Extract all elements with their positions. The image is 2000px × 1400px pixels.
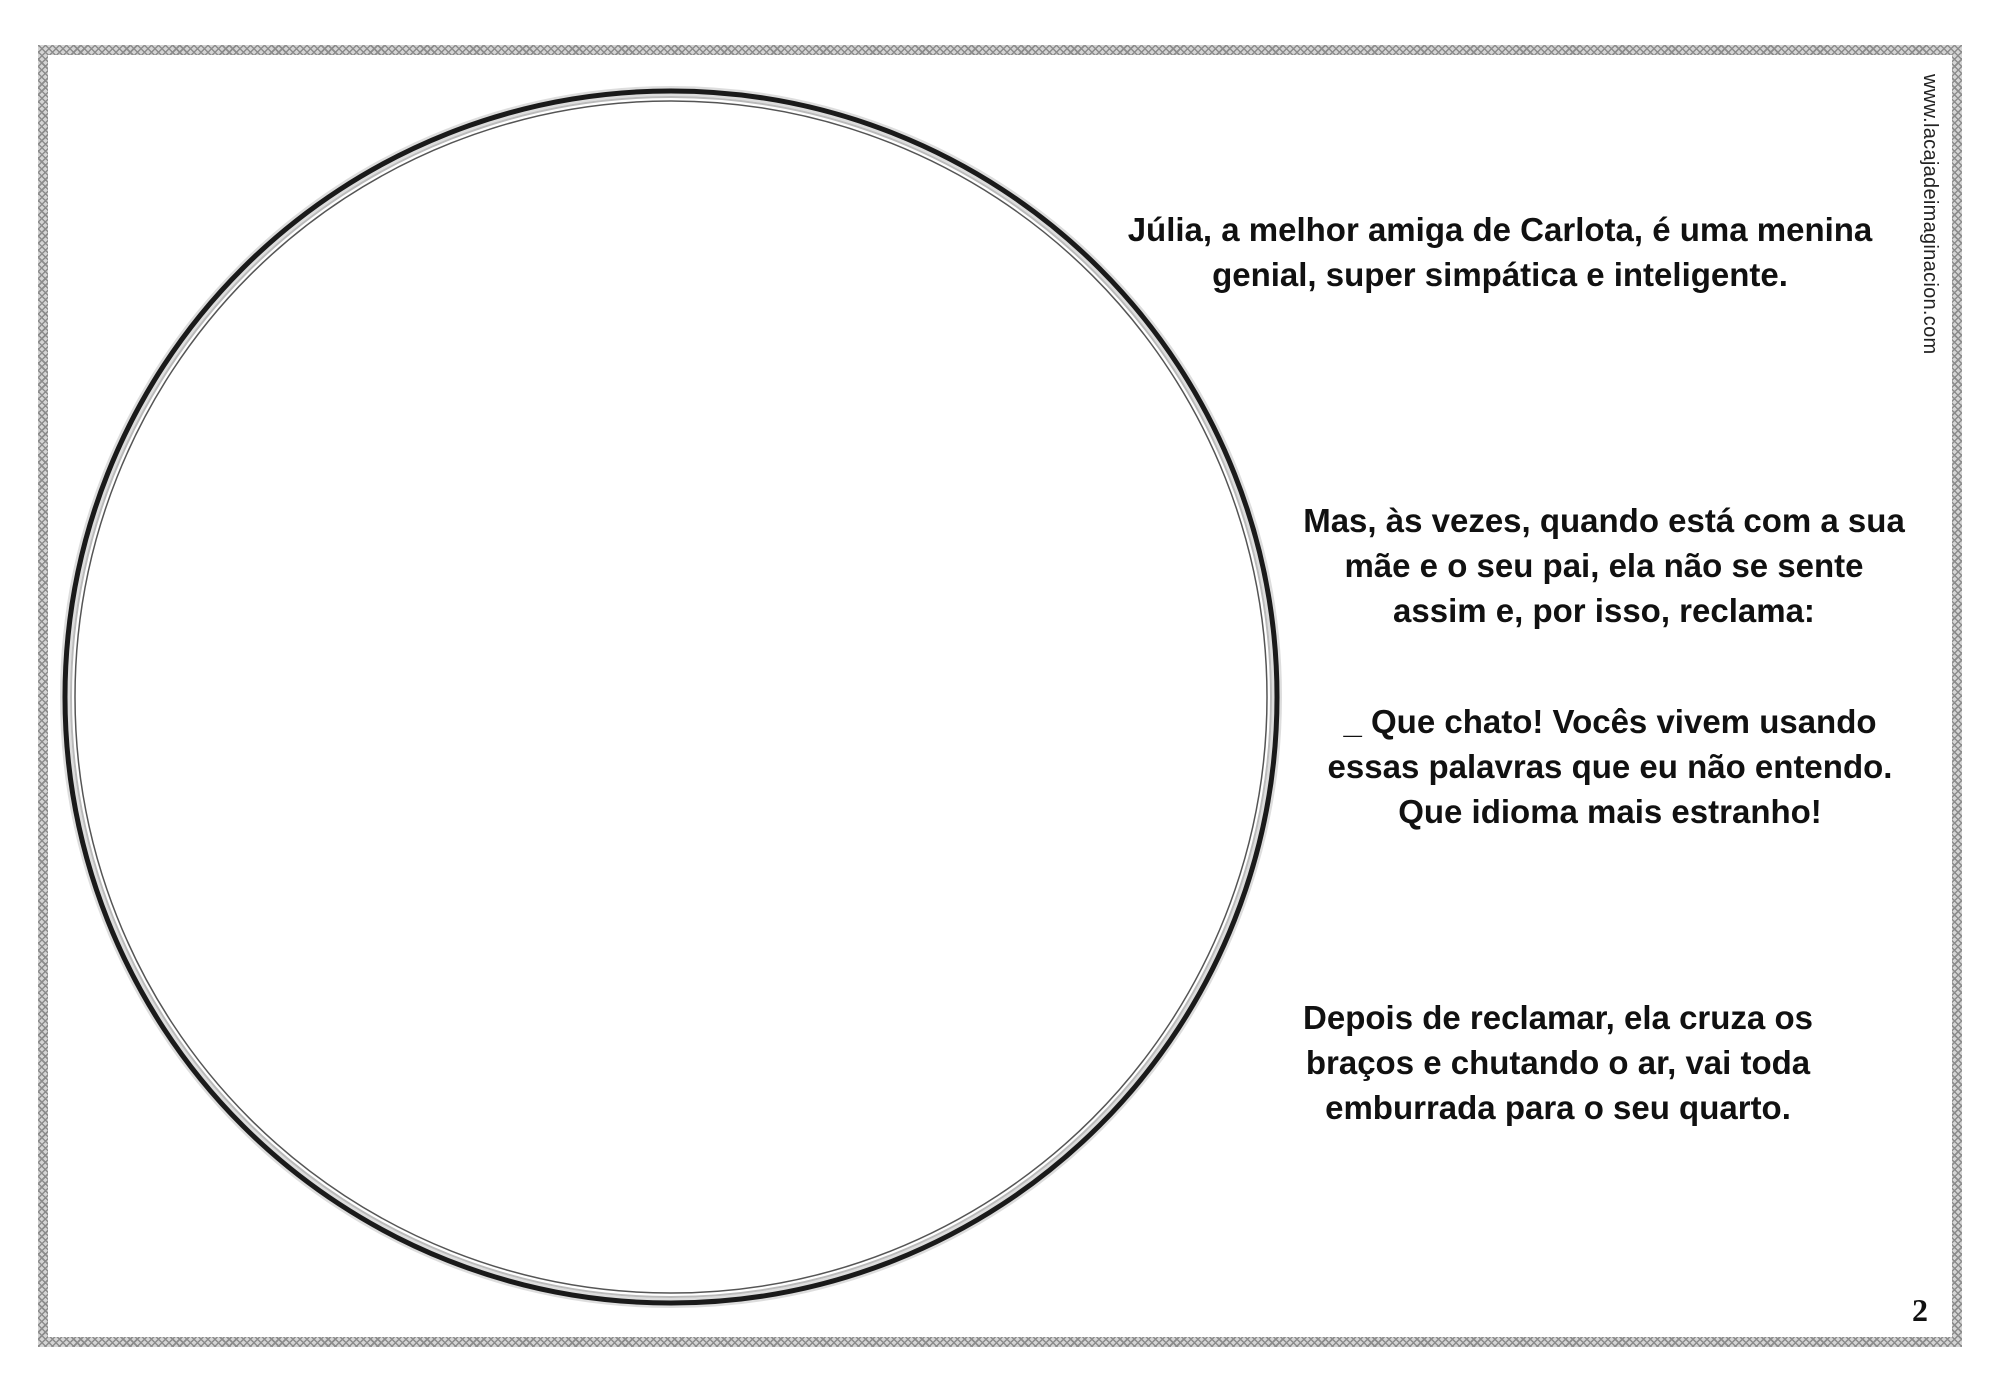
story-line: Que idioma mais estranho!	[1398, 793, 1822, 830]
site-url-watermark: www.lacajadeimaginacion.com	[1919, 74, 1941, 355]
story-line: braços e chutando o ar, vai toda	[1305, 1044, 1811, 1081]
story-paragraph-ending	[1248, 995, 1868, 1130]
story-paragraph-dialogue	[1280, 699, 1940, 834]
page-number: 2	[1912, 1292, 1928, 1328]
story-line: _ Que chato! Vocês vivem usando	[1343, 703, 1877, 740]
story-line: essas palavras que eu não entendo.	[1327, 748, 1893, 785]
story-paragraph-complaint-setup	[1274, 498, 1934, 633]
story-line: Mas, às vezes, quando está com a sua	[1303, 502, 1905, 539]
story-paragraph-intro	[1080, 207, 1920, 297]
story-line: mãe e o seu pai, ela não se sente	[1344, 547, 1864, 584]
story-line: assim e, por isso, reclama:	[1393, 592, 1815, 629]
story-line: Depois de reclamar, ela cruza os	[1303, 999, 1813, 1036]
story-line: emburrada para o seu quarto.	[1325, 1089, 1791, 1126]
story-line: Júlia, a melhor amiga de Carlota, é uma menina	[1127, 211, 1873, 248]
story-line: genial, super simpática e inteligente.	[1212, 256, 1788, 293]
